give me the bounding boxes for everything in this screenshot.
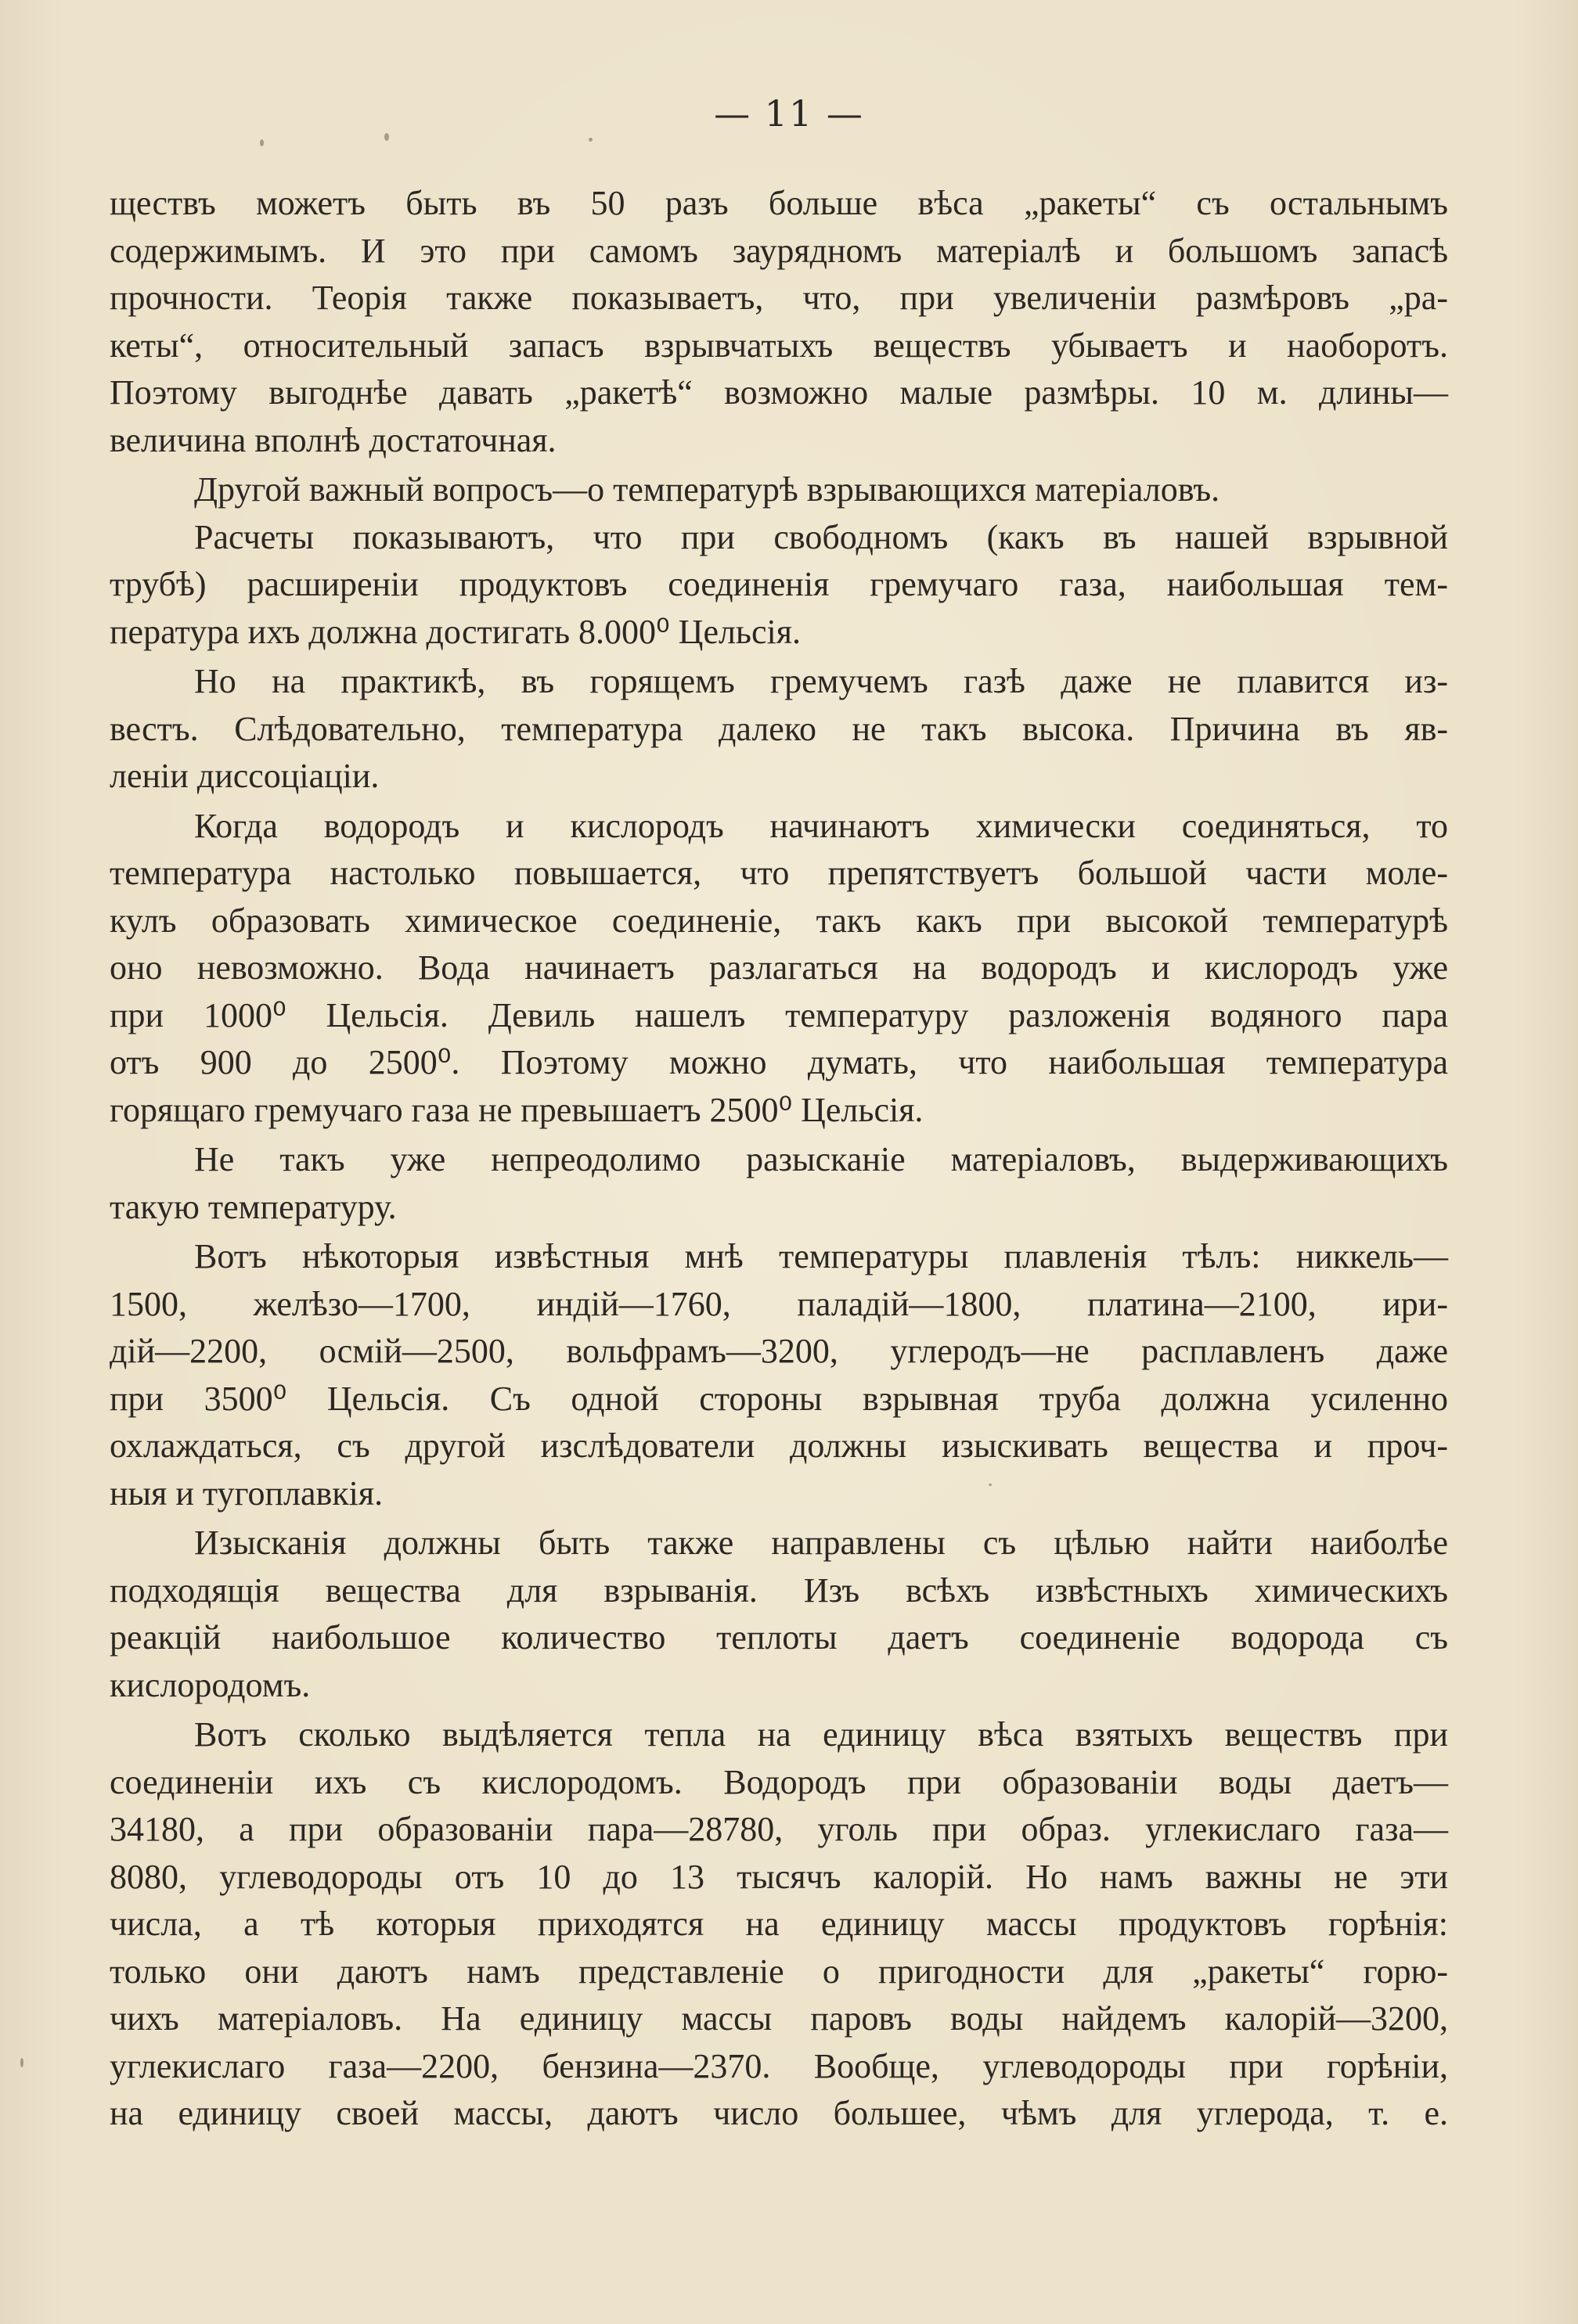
paragraph-first-line: Вотъ сколько выдѣляется тепла на единицу вѣса взятыхъ веществъ при: [194, 1715, 1448, 1754]
text-line: охлаждаться, съ другой изслѣдователи должны изыскивать вещества и проч-: [110, 1426, 1448, 1465]
text-line: ныя и тугоплавкія.: [110, 1473, 384, 1513]
text-line: Поэтому выгоднѣе давать „ракетѣ“ возможно малые размѣры. 10 м. длины—: [110, 373, 1448, 412]
text-line: трубѣ) расширеніи продуктовъ соединенія гремучаго газа, наибольшая тем-: [110, 565, 1448, 603]
text-line: чихъ матеріаловъ. На единицу массы паровъ воды найдемъ калорій—3200,: [110, 1999, 1448, 2038]
text-line: на единицу своей массы, даютъ число большее, чѣмъ для углерода, т. е.: [110, 2094, 1448, 2132]
page-number: — 11 —: [714, 92, 864, 135]
text-line: соединеніи ихъ съ кислородомъ. Водородъ при образованіи воды даетъ—: [110, 1762, 1448, 1801]
text-line: пература ихъ должна достигать 8.000⁰ Цельсія.: [110, 612, 801, 651]
paragraph-first-line: Не такъ уже непреодолимо разысканіе матеріаловъ, выдерживающихъ: [194, 1140, 1448, 1178]
text-line: леніи диссоціаціи.: [110, 757, 380, 795]
text-line: подходящія вещества для взрыванія. Изъ всѣхъ извѣстныхъ химическихъ: [110, 1570, 1448, 1610]
text-line: вестъ. Слѣдовательно, температура далеко не такъ высока. Причина въ яв-: [110, 709, 1448, 748]
text-line: 8080, углеводороды отъ 10 до 13 тысячъ калорій. Но намъ важны не эти: [110, 1857, 1448, 1896]
ink-speck: [260, 139, 264, 146]
paragraph-first-line: Расчеты показываютъ, что при свободномъ (какъ въ нашей взрывной: [194, 517, 1448, 556]
text-line: при 3500⁰ Цельсія. Съ одной стороны взрывная труба должна усиленно: [110, 1379, 1448, 1418]
text-line: 34180, а при образованіи пара—28780, уголь при образ. углекислаго газа—: [110, 1810, 1448, 1848]
text-line: содержимымъ. И это при самомъ заурядномъ матеріалѣ и большомъ запасѣ: [110, 231, 1448, 270]
text-line: кеты“, относительный запасъ взрывчатыхъ веществъ убываетъ и наоборотъ.: [110, 326, 1448, 365]
text-line: кулъ образовать химическое соединеніе, такъ какъ при высокой температурѣ: [110, 901, 1448, 940]
paragraph-first-line: Но на практикѣ, въ горящемъ гремучемъ газѣ даже не плавится из-: [194, 662, 1448, 700]
text-line: дій—2200, осмій—2500, вольфрамъ—3200, углеродъ—не расплавленъ даже: [110, 1332, 1448, 1370]
text-line: только они даютъ намъ представленіе о пригодности для „ракеты“ горю-: [110, 1952, 1448, 1991]
text-line: горящаго гремучаго газа не превышаетъ 2500⁰ Цельсія.: [110, 1090, 924, 1129]
paragraph-first-line: Другой важный вопросъ—о температурѣ взрывающихся матеріаловъ.: [194, 470, 1220, 509]
text-line: кислородомъ.: [110, 1665, 311, 1704]
text-line: ществъ можетъ быть въ 50 разъ больше вѣса „ракеты“ съ остальнымъ: [110, 184, 1448, 222]
text-line: углекислаго газа—2200, бензина—2370. Вообще, углеводороды при горѣніи,: [110, 2046, 1448, 2085]
text-line: при 1000⁰ Цельсія. Девиль нашелъ температуру разложенія водяного пара: [110, 995, 1448, 1034]
text-line: прочности. Теорія также показываетъ, что, при увеличеніи размѣровъ „ра-: [110, 279, 1448, 317]
paragraph-first-line: Вотъ нѣкоторыя извѣстныя мнѣ температуры плавленія тѣлъ: никкель—: [194, 1237, 1448, 1275]
text-line: отъ 900 до 2500⁰. Поэтому можно думать, что наибольшая температура: [110, 1043, 1448, 1081]
text-line: такую температуру.: [110, 1187, 397, 1226]
text-line: оно невозможно. Вода начинаетъ разлагаться на водородъ и кислородъ уже: [110, 948, 1448, 987]
text-line: величина вполнѣ достаточная.: [110, 420, 557, 459]
paragraph-first-line: Когда водородъ и кислородъ начинаютъ химически соединяться, то: [194, 806, 1448, 845]
ink-speck: [589, 138, 593, 142]
text-line: 1500, желѣзо—1700, индій—1760, паладій—1800, платина—2100, ири-: [110, 1284, 1448, 1323]
text-line: числа, а тѣ которыя приходятся на единицу массы продуктовъ горѣнія:: [110, 1905, 1448, 1943]
text-line: температура настолько повышается, что препятствуетъ большой части моле-: [110, 854, 1448, 892]
body-text: [110, 180, 1448, 2138]
ink-speck: [20, 2058, 23, 2067]
paragraph-first-line: Изысканія должны быть также направлены съ цѣлью найти наиболѣе: [194, 1524, 1448, 1562]
text-line: реакцій наибольшое количество теплоты даетъ соединеніе водорода съ: [110, 1618, 1448, 1657]
